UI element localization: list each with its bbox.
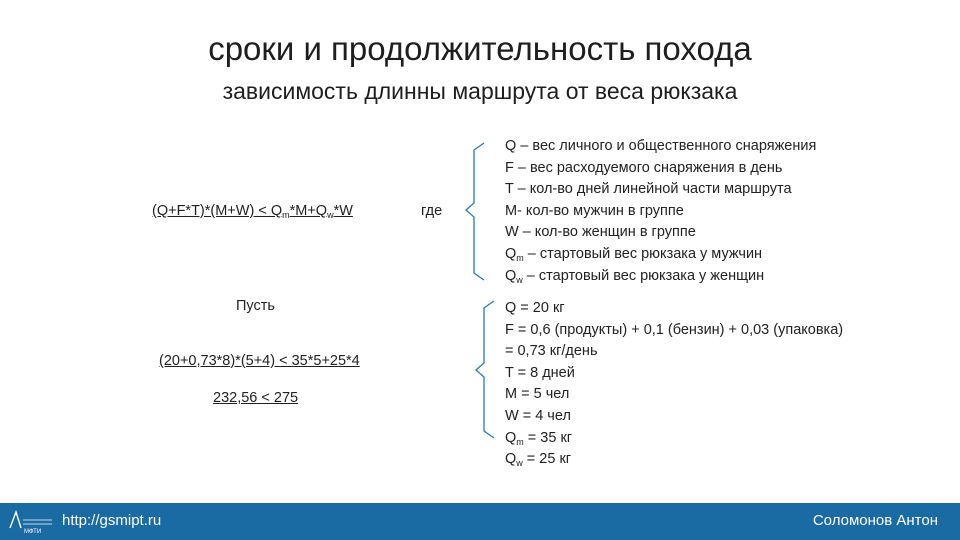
- site-url-link[interactable]: http://gsmipt.ru: [62, 512, 162, 529]
- footer-bar: [0, 503, 960, 540]
- value-item: $Q_w = 25$ кг: [505, 451, 572, 469]
- slide-subtitle: зависимость длинны маршрута от веса рюкзака: [222, 78, 738, 104]
- top-brace-icon: [466, 143, 484, 280]
- result-inequality: 232,56 < 275: [213, 390, 299, 406]
- svg-text:МФТИ: МФТИ: [24, 529, 42, 534]
- definition-item: $Q_w$ – стартовый вес рюкзака у женщин: [505, 267, 765, 285]
- value-item: $Q_m = 35$ кг: [505, 429, 573, 447]
- let-label: Пусть: [236, 298, 275, 314]
- value-item: F = 0,6 (продукты) + 0,1 (бензин) + 0,03 (упаковка): [505, 321, 844, 338]
- value-item: M = 5 чел: [505, 386, 570, 403]
- author-name: Соломонов Антон: [812, 512, 938, 529]
- bottom-brace-icon: [476, 301, 494, 438]
- definition-item: T – кол-во дней линейной части маршрута: [505, 181, 792, 198]
- definition-item: W – кол-во женщин в группе: [505, 224, 696, 241]
- substituted-formula: (20+0,73*8)*(5+4) < 35*5+25*4: [159, 353, 360, 369]
- definition-item: M- кол-во мужчин в группе: [505, 202, 684, 219]
- general-formula: $(Q+F*T)*(M+W) < Q_m*M+Q_w*W$: [152, 203, 353, 220]
- value-item: Q = 20 кг: [505, 300, 565, 316]
- values-list: [505, 298, 843, 471]
- value-item: W = 4 чел: [505, 407, 571, 424]
- mipt-logo-icon: [8, 508, 54, 534]
- slide-title: сроки и продолжительность похода: [208, 30, 752, 67]
- value-item: T = 8 дней: [505, 364, 575, 381]
- definition-item: F – вес расходуемого снаряжения в день: [505, 159, 783, 176]
- definition-item: $Q_m$ – стартовый вес рюкзака у мужчин: [505, 245, 763, 263]
- value-item: = 0,73 кг/день: [505, 343, 598, 360]
- definitions-list: [505, 136, 816, 287]
- where-label: где: [421, 203, 443, 219]
- definition-item: Q – вес личного и общественного снаряжения: [505, 138, 817, 154]
